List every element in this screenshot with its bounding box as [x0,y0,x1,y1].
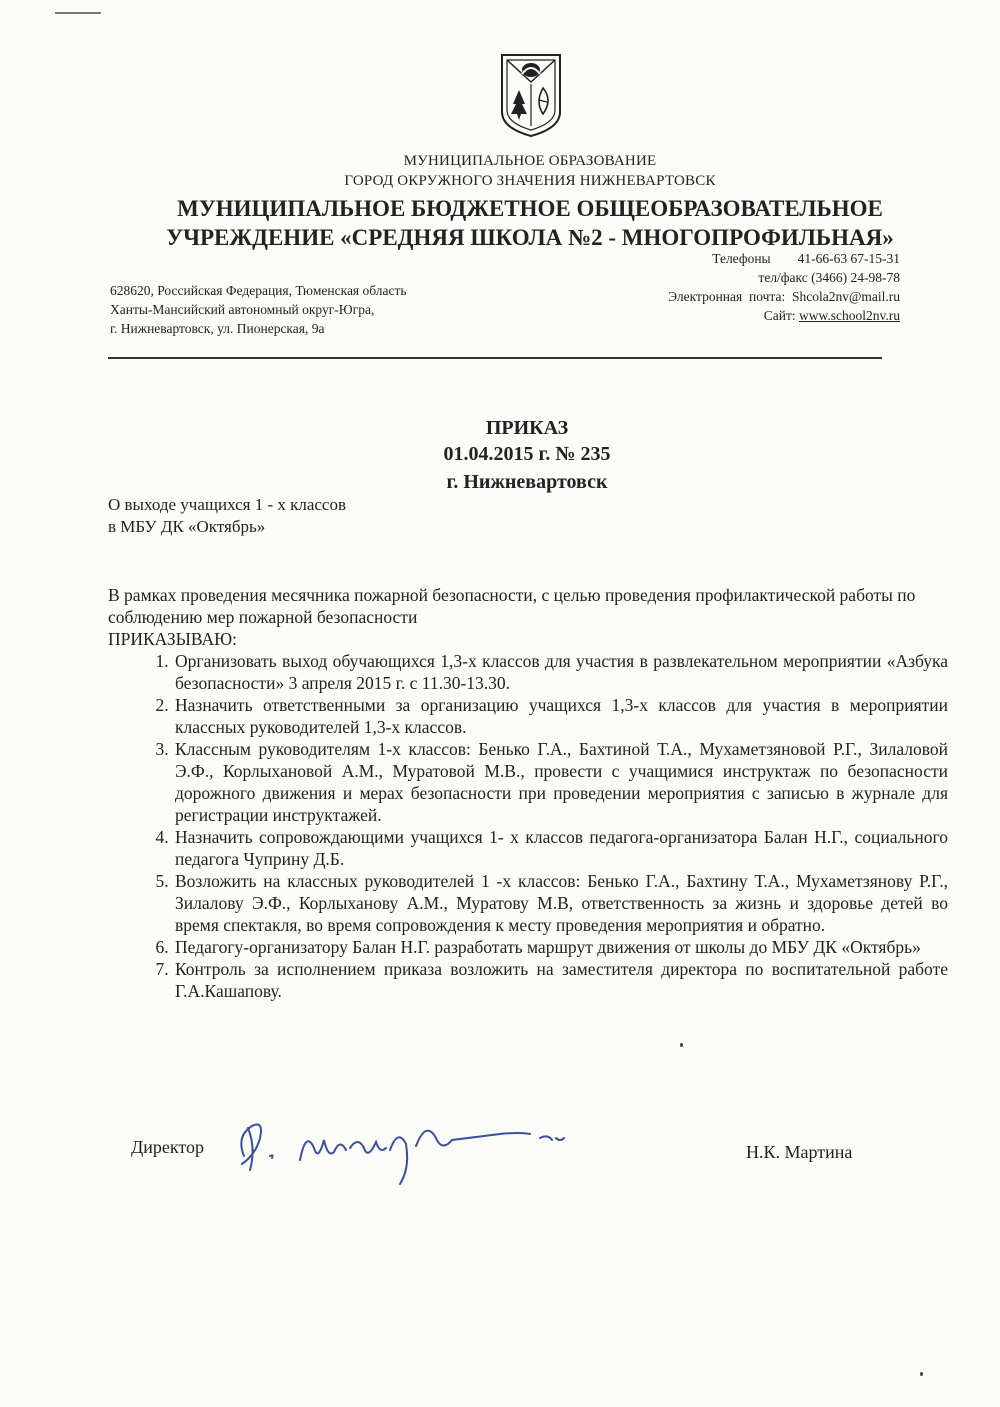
scan-corner-mark [55,12,101,14]
order-item: 6. Педагогу-организатору Балан Н.Г. разработать маршрут движения от школы до МБУ ДК «Октябрь» [173,936,948,958]
order-item: 2. Назначить ответственными за организацию учащихся 1,3-х классов для участия в мероприятии классных руководителей 1,3-х классов. [173,694,948,738]
address-line: г. Нижневартовск, ул. Пионерская, 9а [110,321,325,336]
signatory-name: Н.К. Мартина [746,1142,853,1162]
municipality-line-1: МУНИЦИПАЛЬНОЕ ОБРАЗОВАНИЕ [403,153,657,169]
subject-line: в МБУ ДК «Октябрь» [108,517,266,536]
order-item: 3. Классным руководителям 1-х классов: Бенько Г.А., Бахтиной Т.А., Мухаметзяновой Р.Г., Зилаловой Э.Ф., Корлыхановой А.М., Муратовой М.В., провести с учащимися инструктаж по безопасности дорожного движения и мерах безопасности при проведении мероприятия с записью в журнале для регистрации инструктажей. [173,738,948,826]
fax: тел/факс (3466) 24-98-78 [758,270,900,285]
subject-line: О выходе учащихся 1 - х классов [108,495,347,514]
scan-speck [680,1043,683,1047]
order-body [108,584,948,1002]
website [668,306,900,325]
signatory-role: Директор [131,1137,205,1157]
address-line: Ханты-Мансийский автономный округ-Югра, [110,302,375,317]
handwritten-signature [230,1108,570,1188]
email: Электронная почта: Shcola2nv@mail.ru [668,289,900,304]
address-line: 628620, Российская Федерация, Тюменская область [110,283,407,298]
preamble: В рамках проведения месячника пожарной безопасности, с целью проведения профилактической работы по соблюдению мер пожарной безопасности [108,585,916,627]
order-items [108,650,948,1002]
municipality-line-2: ГОРОД ОКРУЖНОГО ЗНАЧЕНИЯ НИЖНЕВАРТОВСК [344,173,716,189]
website-link[interactable]: www.school2nv.ru [799,308,900,323]
order-item: 1. Организовать выход обучающихся 1,3-х классов для участия в развлекательном мероприятии «Азбука безопасности» 3 апреля 2015 г. с 11.30-13.30. [173,650,948,694]
order-item: 7. Контроль за исполнением приказа возложить на заместителя директора по воспитательной работе Г.А.Кашапову. [173,958,948,1002]
website-prefix: Сайт: [763,308,799,323]
postal-address [110,281,407,338]
institution-name-line-2: УЧРЕЖДЕНИЕ «СРЕДНЯЯ ШКОЛА №2 - МНОГОПРОФИЛЬНАЯ» [166,225,894,250]
order-date-number: 01.04.2015 г. № 235 [443,443,611,465]
order-item: 5. Возложить на классных руководителей 1 -х классов: Бенько Г.А., Бахтину Т.А., Мухаметзянову Р.Г., Зилалову Э.Ф., Корлыханову А.М., Муратову М.В, ответственность за жизнь и здоровье детей во время спектакля, во время сопровождения к месту проведения мероприятия и обратно. [173,870,948,936]
city-coat-of-arms-icon [499,52,563,138]
order-city: г. Нижневартовск [446,471,608,493]
institution-name-line-1: МУНИЦИПАЛЬНОЕ БЮДЖЕТНОЕ ОБЩЕОБРАЗОВАТЕЛЬНОЕ [177,196,883,221]
contact-block [668,249,900,325]
command-word: ПРИКАЗЫВАЮ: [108,629,237,649]
header-divider [108,357,882,359]
order-item: 4. Назначить сопровождающими учащихся 1- х классов педагога-организатора Балан Н.Г., социального педагога Чуприну Д.Б. [173,826,948,870]
phones: Телефоны 41-66-63 67-15-31 [712,251,900,266]
scan-speck [920,1372,923,1376]
order-subject [108,494,346,538]
order-title: ПРИКАЗ [485,417,569,439]
